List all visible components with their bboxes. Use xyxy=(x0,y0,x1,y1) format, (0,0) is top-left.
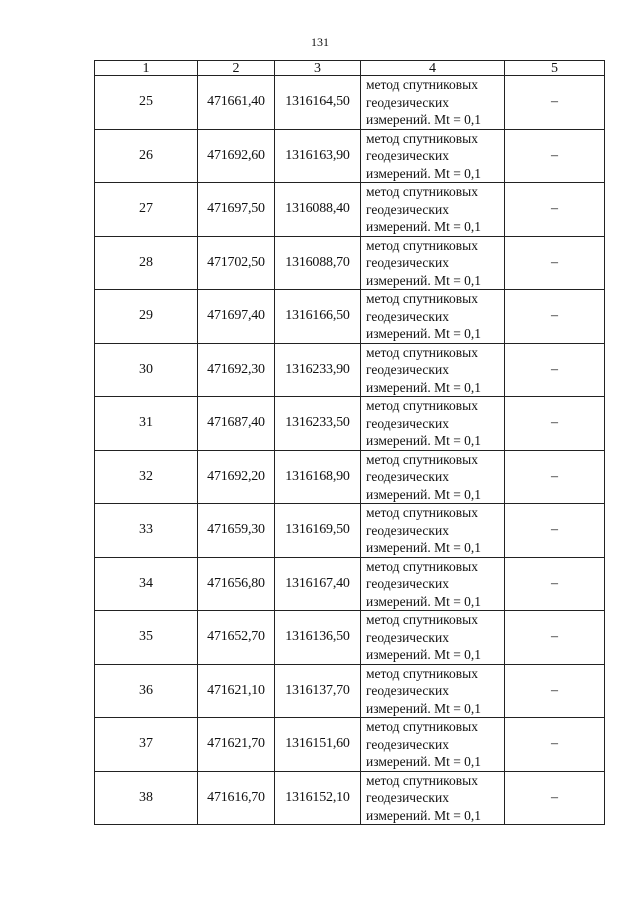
method-line: измерений. Mt = 0,1 xyxy=(366,486,482,502)
x-coordinate: 471661,40 xyxy=(198,76,275,130)
method-line: измерений. Mt = 0,1 xyxy=(366,807,482,823)
method-line: геодезических xyxy=(366,201,449,217)
x-coordinate: 471621,70 xyxy=(198,718,275,772)
y-coordinate: 1316169,50 xyxy=(275,504,361,558)
method-description xyxy=(361,129,505,183)
x-coordinate: 471692,60 xyxy=(198,129,275,183)
table-row xyxy=(95,129,605,183)
y-coordinate: 1316164,50 xyxy=(275,76,361,130)
point-number: 32 xyxy=(95,450,198,504)
method-line: метод спутниковых xyxy=(366,719,478,734)
column-5-value: – xyxy=(505,450,605,504)
method-line: геодезических xyxy=(366,148,449,163)
method-line: геодезических xyxy=(366,415,449,431)
method-description xyxy=(361,397,505,451)
column-5-value: – xyxy=(505,76,605,130)
y-coordinate: 1316137,70 xyxy=(275,664,361,718)
y-coordinate: 1316233,50 xyxy=(275,397,361,451)
method-description xyxy=(361,236,505,290)
point-number: 30 xyxy=(95,343,198,397)
method-description xyxy=(361,504,505,558)
x-coordinate: 471656,80 xyxy=(198,557,275,611)
column-5-value: – xyxy=(505,664,605,718)
method-line: метод спутниковых xyxy=(366,772,478,788)
table-row xyxy=(95,290,605,344)
point-number: 25 xyxy=(95,76,198,130)
method-line: измерений. Mt = 0,1 xyxy=(366,647,482,662)
method-line: геодезических xyxy=(366,576,449,591)
method-line: метод спутниковых xyxy=(366,451,478,467)
table-row xyxy=(95,450,605,504)
x-coordinate: 471692,30 xyxy=(198,343,275,397)
x-coordinate: 471687,40 xyxy=(198,397,275,451)
column-header-1: 1 xyxy=(95,61,198,76)
method-line: измерений. Mt = 0,1 xyxy=(366,165,482,181)
method-description xyxy=(361,343,505,397)
table-row xyxy=(95,76,605,130)
x-coordinate: 471697,50 xyxy=(198,183,275,237)
point-number: 34 xyxy=(95,557,198,611)
table-body xyxy=(95,76,605,825)
method-description xyxy=(361,183,505,237)
y-coordinate: 1316136,50 xyxy=(275,611,361,665)
y-coordinate: 1316167,40 xyxy=(275,557,361,611)
method-line: измерений. Mt = 0,1 xyxy=(366,433,482,448)
table-row xyxy=(95,557,605,611)
y-coordinate: 1316168,90 xyxy=(275,450,361,504)
method-line: геодезических xyxy=(366,469,449,484)
method-line: метод спутниковых xyxy=(366,558,478,574)
method-line: метод спутниковых xyxy=(366,237,478,253)
column-5-value: – xyxy=(505,183,605,237)
method-description xyxy=(361,664,505,718)
method-description xyxy=(361,611,505,665)
method-line: метод спутниковых xyxy=(366,344,478,360)
method-line: геодезических xyxy=(366,308,449,324)
method-line: измерений. Mt = 0,1 xyxy=(366,326,482,341)
page-number: 131 xyxy=(311,35,329,49)
method-line: метод спутниковых xyxy=(366,505,478,520)
y-coordinate: 1316151,60 xyxy=(275,718,361,772)
x-coordinate: 471616,70 xyxy=(198,771,275,825)
method-line: геодезических xyxy=(366,522,449,538)
method-line: геодезических xyxy=(366,683,449,698)
x-coordinate: 471692,20 xyxy=(198,450,275,504)
table-row xyxy=(95,397,605,451)
method-line: метод спутниковых xyxy=(366,184,478,199)
table-row xyxy=(95,771,605,825)
point-number: 36 xyxy=(95,664,198,718)
method-line: метод спутниковых xyxy=(366,291,478,306)
table-row xyxy=(95,343,605,397)
column-5-value: – xyxy=(505,236,605,290)
column-header-5: 5 xyxy=(505,61,605,76)
method-description xyxy=(361,450,505,504)
column-header-3: 3 xyxy=(275,61,361,76)
x-coordinate: 471652,70 xyxy=(198,611,275,665)
y-coordinate: 1316233,90 xyxy=(275,343,361,397)
method-line: метод спутниковых xyxy=(366,612,478,627)
point-number: 31 xyxy=(95,397,198,451)
point-number: 37 xyxy=(95,718,198,772)
method-line: геодезических xyxy=(366,255,449,270)
column-5-value: – xyxy=(505,611,605,665)
table-row xyxy=(95,236,605,290)
y-coordinate: 1316088,70 xyxy=(275,236,361,290)
method-line: измерений. Mt = 0,1 xyxy=(366,112,482,127)
method-line: метод спутниковых xyxy=(366,665,478,681)
column-5-value: – xyxy=(505,343,605,397)
column-5-value: – xyxy=(505,129,605,183)
method-line: метод спутниковых xyxy=(366,398,478,413)
coordinates-table xyxy=(94,60,605,825)
point-number: 26 xyxy=(95,129,198,183)
method-line: геодезических xyxy=(366,94,449,110)
table-row xyxy=(95,183,605,237)
column-header-2: 2 xyxy=(198,61,275,76)
method-description xyxy=(361,76,505,130)
method-line: измерений. Mt = 0,1 xyxy=(366,540,482,555)
table-header-row xyxy=(95,61,605,76)
method-description xyxy=(361,718,505,772)
method-line: измерений. Mt = 0,1 xyxy=(366,272,482,288)
x-coordinate: 471659,30 xyxy=(198,504,275,558)
column-5-value: – xyxy=(505,557,605,611)
column-5-value: – xyxy=(505,771,605,825)
column-5-value: – xyxy=(505,397,605,451)
point-number: 33 xyxy=(95,504,198,558)
method-description xyxy=(361,557,505,611)
column-5-value: – xyxy=(505,504,605,558)
method-line: метод спутниковых xyxy=(366,130,478,146)
table-row xyxy=(95,718,605,772)
point-number: 38 xyxy=(95,771,198,825)
method-line: метод спутниковых xyxy=(366,77,478,92)
method-line: геодезических xyxy=(366,629,449,645)
x-coordinate: 471702,50 xyxy=(198,236,275,290)
method-line: измерений. Mt = 0,1 xyxy=(366,379,482,395)
point-number: 28 xyxy=(95,236,198,290)
y-coordinate: 1316088,40 xyxy=(275,183,361,237)
method-line: геодезических xyxy=(366,736,449,752)
x-coordinate: 471621,10 xyxy=(198,664,275,718)
method-description xyxy=(361,771,505,825)
point-number: 29 xyxy=(95,290,198,344)
y-coordinate: 1316166,50 xyxy=(275,290,361,344)
column-5-value: – xyxy=(505,718,605,772)
y-coordinate: 1316163,90 xyxy=(275,129,361,183)
y-coordinate: 1316152,10 xyxy=(275,771,361,825)
method-line: измерений. Mt = 0,1 xyxy=(366,593,482,609)
table-row xyxy=(95,504,605,558)
table-row xyxy=(95,664,605,718)
column-header-4: 4 xyxy=(361,61,505,76)
column-5-value: – xyxy=(505,290,605,344)
method-line: геодезических xyxy=(366,362,449,377)
point-number: 35 xyxy=(95,611,198,665)
table-row xyxy=(95,611,605,665)
method-description xyxy=(361,290,505,344)
method-line: геодезических xyxy=(366,790,449,805)
method-line: измерений. Mt = 0,1 xyxy=(366,219,482,234)
method-line: измерений. Mt = 0,1 xyxy=(366,754,482,769)
method-line: измерений. Mt = 0,1 xyxy=(366,700,482,716)
x-coordinate: 471697,40 xyxy=(198,290,275,344)
point-number: 27 xyxy=(95,183,198,237)
